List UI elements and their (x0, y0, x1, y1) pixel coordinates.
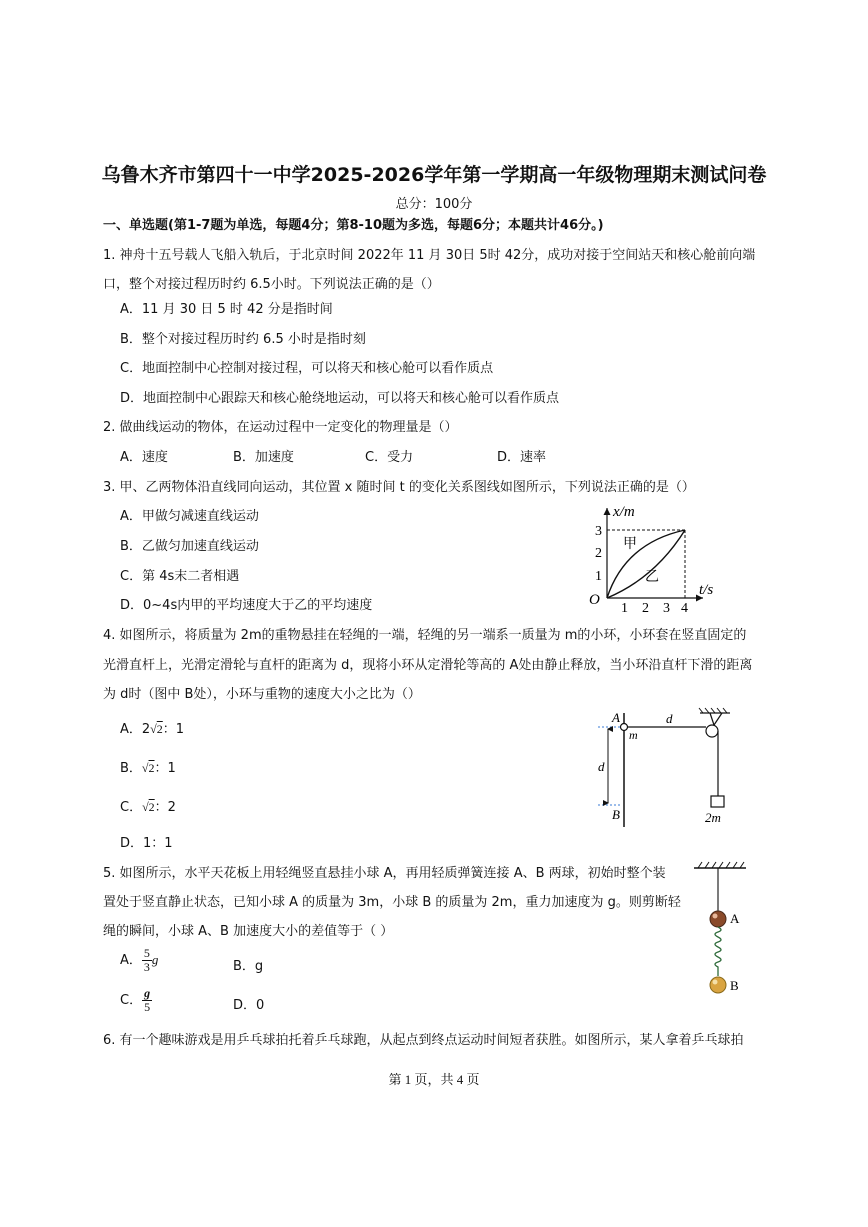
weight-2m (711, 796, 724, 807)
x-tick-3: 3 (663, 601, 670, 616)
spring (715, 927, 721, 976)
exam-title: 乌鲁木齐市第四十一中学2025-2026学年第一学期高一年级物理期末测试问卷 (101, 164, 767, 186)
label-d-side: d (598, 759, 605, 774)
q1-option-a: A．11 月 30 日 5 时 42 分是指时间 (120, 302, 333, 317)
q5-option-c: C． $\frac{g}{5}$ (120, 986, 151, 1014)
q5-option-b: B．g (233, 959, 264, 974)
label-a: A (612, 710, 620, 725)
label-d-top: d (666, 711, 673, 726)
y-axis-label: x/m (613, 504, 635, 520)
q5-option-d: D．0 (233, 998, 265, 1013)
q4-stem-line1: 4. 如图所示，将质量为 2m的重物悬挂在轻绳的一端，轻绳的另一端系一质量为 m的小环，小环套在竖直固定的 (103, 628, 747, 643)
y-tick-1: 1 (595, 569, 602, 584)
q1-stem-line1: 1. 神舟十五号载人飞船入轨后，于北京时间 2022年 11 月 30日 5时 42分，成功对接于空间站天和核心舱前向端 (103, 248, 756, 263)
q3-xt-graph (585, 498, 725, 616)
q5-stem-line2: 置处于竖直静止状态，已知小球 A 的质量为 3m，小球 B 的质量为 2m，重力加速度为 g。则剪断轻 (103, 895, 681, 910)
section-heading: 一、单选题(第1-7题为单选，每题4分；第8-10题为多选，每题6分；本题共计46分。) (103, 218, 604, 233)
ring-a (621, 724, 628, 731)
q6-stem-line1: 6. 有一个趣味游戏是用乒乓球拍托着乒乓球跑，从起点到终点运动时间短者获胜。如图所示，某人拿着乒乓球拍 (103, 1033, 744, 1048)
q4-option-d: D．1：1 (120, 836, 173, 851)
q1-stem-line2: 口，整个对接过程历时约 6.5小时。下列说法正确的是（） (103, 277, 440, 292)
q3-stem: 3. 甲、乙两物体沿直线同向运动，其位置 x 随时间 t 的变化关系图线如图所示，下列说法正确的是（） (103, 480, 695, 495)
q5-stem-line1: 5. 如图所示，水平天花板上用轻绳竖直悬挂小球 A，再用轻质弹簧连接 A、B 两球，初始时整个装 (103, 866, 666, 881)
label-ball-a: A (730, 911, 740, 926)
total-score: 总分：100分 (395, 197, 473, 212)
origin-label: O (589, 592, 600, 608)
x-tick-4: 4 (681, 601, 688, 616)
x-tick-1: 1 (621, 601, 628, 616)
q5-option-a: A． $\frac{5}{3}$ g (120, 946, 159, 974)
q4-stem-line2: 光滑直杆上，光滑定滑轮与直杆的距离为 d，现将小环从定滑轮等高的 A处由静止释放，当小环沿直杆下滑的距离 (103, 658, 753, 673)
curve-label-jia: 甲 (623, 537, 637, 552)
q5-stem-line3: 绳的瞬间，小球 A、B 加速度大小的差值等于（ ） (103, 924, 394, 939)
ball-b (710, 977, 726, 993)
q4-option-b: B．√2：1 (120, 761, 176, 776)
q3-option-d: D．0~4s内甲的平均速度大于乙的平均速度 (120, 598, 373, 613)
q2-stem: 2. 做曲线运动的物体，在运动过程中一定变化的物理量是（） (103, 420, 458, 435)
q1-option-d: D．地面控制中心跟踪天和核心舱绕地运动，可以将天和核心舱可以看作质点 (120, 391, 560, 406)
pulley (706, 725, 718, 737)
label-ball-b: B (730, 978, 739, 993)
curve-jia (607, 530, 685, 598)
q4-pulley-diagram (590, 705, 740, 830)
label-2m: 2m (705, 810, 721, 825)
q2-option-c: C．受力 (365, 450, 414, 465)
q3-option-a: A．甲做匀减速直线运动 (120, 509, 259, 524)
ball-a (710, 911, 726, 927)
q4-option-a: A．2√2：1 (120, 722, 185, 737)
q1-option-b: B．整个对接过程历时约 6.5 小时是指时刻 (120, 332, 366, 347)
curve-yi (607, 530, 685, 598)
label-b: B (612, 807, 620, 822)
q2-option-b: B．加速度 (233, 450, 294, 465)
page-footer: 第 1 页，共 4 页 (388, 1072, 480, 1087)
q4-option-c: C．√2：2 (120, 800, 176, 815)
y-tick-3: 3 (595, 524, 602, 539)
y-tick-2: 2 (595, 546, 602, 561)
q5-spring-diagram (690, 858, 750, 998)
q1-option-c: C．地面控制中心控制对接过程，可以将天和核心舱可以看作质点 (120, 361, 494, 376)
q3-option-b: B．乙做匀加速直线运动 (120, 539, 259, 554)
q4-stem-line3: 为 d时（图中 B处），小环与重物的速度大小之比为（） (103, 687, 421, 702)
x-axis-label: t/s (699, 582, 714, 598)
q3-option-c: C．第 4s末二者相遇 (120, 569, 240, 584)
curve-label-yi: 乙 (645, 570, 659, 585)
label-m: m (629, 728, 638, 742)
q2-option-d: D．速率 (497, 450, 547, 465)
x-tick-2: 2 (642, 601, 649, 616)
q2-option-a: A．速度 (120, 450, 168, 465)
